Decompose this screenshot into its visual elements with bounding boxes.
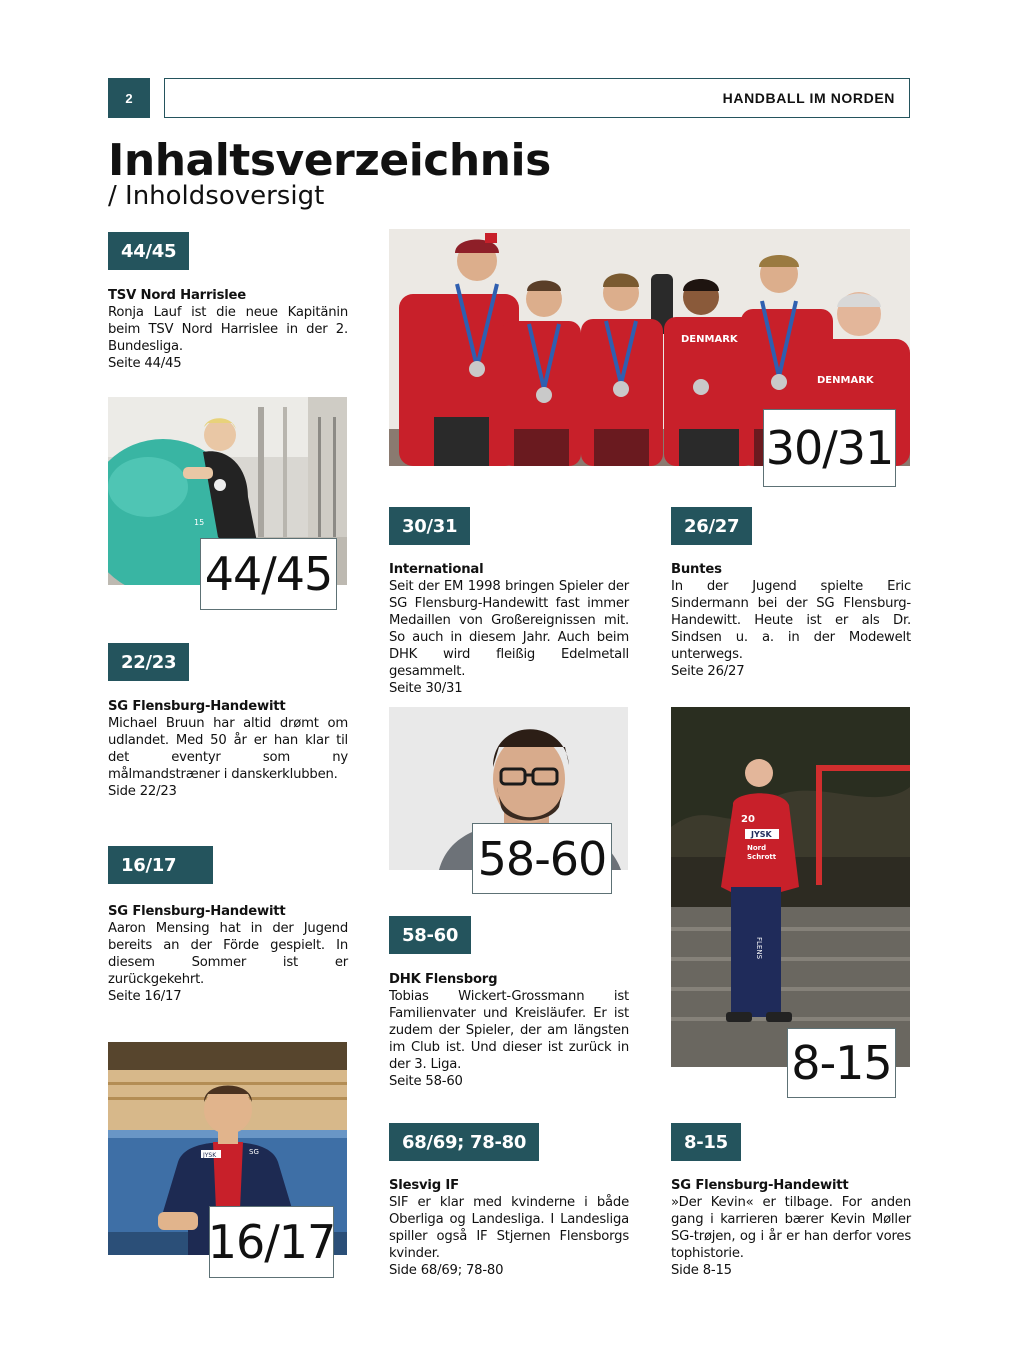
page-tag: 68/69; 78-80	[389, 1123, 539, 1161]
page-tag: 58-60	[389, 916, 471, 954]
entry-heading: DHK Flensborg	[389, 972, 498, 987]
entry-body: Michael Bruun har altid drømt om udlandet. Med 50 år er han klar til det eventyr som ny målmandstræner i danskerklubben.	[108, 716, 348, 782]
entry-page: Seite 58-60	[389, 1074, 463, 1089]
sponsor-text: Nord	[747, 844, 767, 852]
section-title: HANDBALL IM NORDEN	[722, 90, 895, 106]
denmark-flag-icon	[485, 233, 497, 243]
page-number: 2	[108, 78, 150, 118]
toc-entry[interactable]	[108, 698, 348, 800]
entry-heading: TSV Nord Harrislee	[108, 288, 247, 303]
toc-entry[interactable]	[389, 1177, 629, 1279]
sponsor-text: JYSK	[751, 830, 772, 839]
page-subtitle: / Inholdsoversigt	[108, 181, 325, 211]
page-tag: 44/45	[108, 232, 189, 270]
photo-page-ref: 44/45	[200, 538, 337, 610]
page-tag: 22/23	[108, 643, 189, 681]
photo-page-ref: 8-15	[787, 1028, 896, 1098]
olympic-medal-icon	[536, 387, 552, 403]
entry-body: Aaron Mensing hat in der Jugend bereits an der Förde gespielt. In diesem Sommer ist er zurückgekehrt.	[108, 921, 348, 987]
toc-entry[interactable]	[108, 903, 348, 1005]
entry-heading: SG Flensburg-Handewitt	[108, 904, 286, 919]
page-tag: 16/17	[108, 846, 213, 884]
shorts-text: FLENS	[755, 937, 763, 960]
entry-body: Ronja Lauf ist die neue Kapitänin beim TSV Nord Harrislee in der 2. Bundesliga.	[108, 305, 348, 354]
page-title: Inhaltsverzeichnis	[108, 135, 551, 186]
entry-page: Seite 26/27	[671, 664, 745, 679]
entry-heading: Buntes	[671, 562, 722, 577]
photo-goalkeeper	[671, 707, 910, 1067]
olympic-medal-icon	[613, 381, 629, 397]
entry-heading: Slesvig IF	[389, 1178, 459, 1193]
entry-body: In der Jugend spielte Eric Sindermann bei der SG Flensburg-Handewitt. Heute ist er als Dr. Sindsen u. a. in der Modewelt unterwegs.	[671, 579, 911, 662]
photo-page-ref: 58-60	[472, 823, 612, 894]
page-tag: 26/27	[671, 507, 752, 545]
page-tag: 8-15	[671, 1123, 741, 1161]
entry-heading: SG Flensburg-Handewitt	[108, 699, 286, 714]
photo-page-ref: 30/31	[763, 409, 896, 487]
entry-heading: International	[389, 562, 484, 577]
olympic-medal-icon	[693, 379, 709, 395]
entry-body: Seit der EM 1998 bringen Spieler der SG Flensburg-Handewitt fast immer Medaillen von Großereignissen mit. So auch in diesem Jahr. Auch beim DHK wird fleißig Edelmetall gesammelt.	[389, 579, 629, 679]
page-tag: 30/31	[389, 507, 470, 545]
entry-page: Seite 16/17	[108, 989, 182, 1004]
toc-entry[interactable]	[671, 561, 911, 680]
entry-page: Side 8-15	[671, 1263, 732, 1278]
jersey-text: DENMARK	[681, 334, 738, 345]
jersey-number: 20	[741, 814, 755, 825]
photo-page-ref: 16/17	[209, 1206, 334, 1278]
entry-page: Seite 44/45	[108, 356, 182, 371]
jersey-number: 15	[194, 518, 205, 527]
toc-entry[interactable]	[389, 971, 629, 1090]
club-logo-text: SG	[249, 1148, 259, 1156]
olympic-medal-icon	[469, 361, 485, 377]
sponsor-text: JYSK	[203, 1152, 217, 1159]
toc-entry[interactable]	[389, 561, 629, 697]
entry-body: »Der Kevin« er tilbage. For anden gang i karrieren bærer Kevin Møller SG-trøjen, og i år er han derfor vores tophistorie.	[671, 1195, 911, 1261]
entry-page: Seite 30/31	[389, 681, 463, 696]
toc-entry[interactable]	[671, 1177, 911, 1279]
toc-entry[interactable]	[108, 287, 348, 372]
sponsor-text: Schrott	[747, 853, 777, 861]
entry-heading: SG Flensburg-Handewitt	[671, 1178, 849, 1193]
jersey-text: DENMARK	[817, 375, 874, 386]
olympic-medal-icon	[771, 374, 787, 390]
entry-body: SIF er klar med kvinderne i både Oberliga og Landesliga. I Landesliga spiller også IF Stjernen Flensborgs kvinder.	[389, 1195, 629, 1261]
entry-body: Tobias Wickert-Grossmann ist Familienvater und Kreisläufer. Er ist zudem der Spieler, der am längsten im Club ist. Und dieser ist zurück in der 3. Liga.	[389, 989, 629, 1072]
entry-page: Side 68/69; 78-80	[389, 1263, 504, 1278]
entry-page: Side 22/23	[108, 784, 177, 799]
section-header	[164, 78, 910, 118]
